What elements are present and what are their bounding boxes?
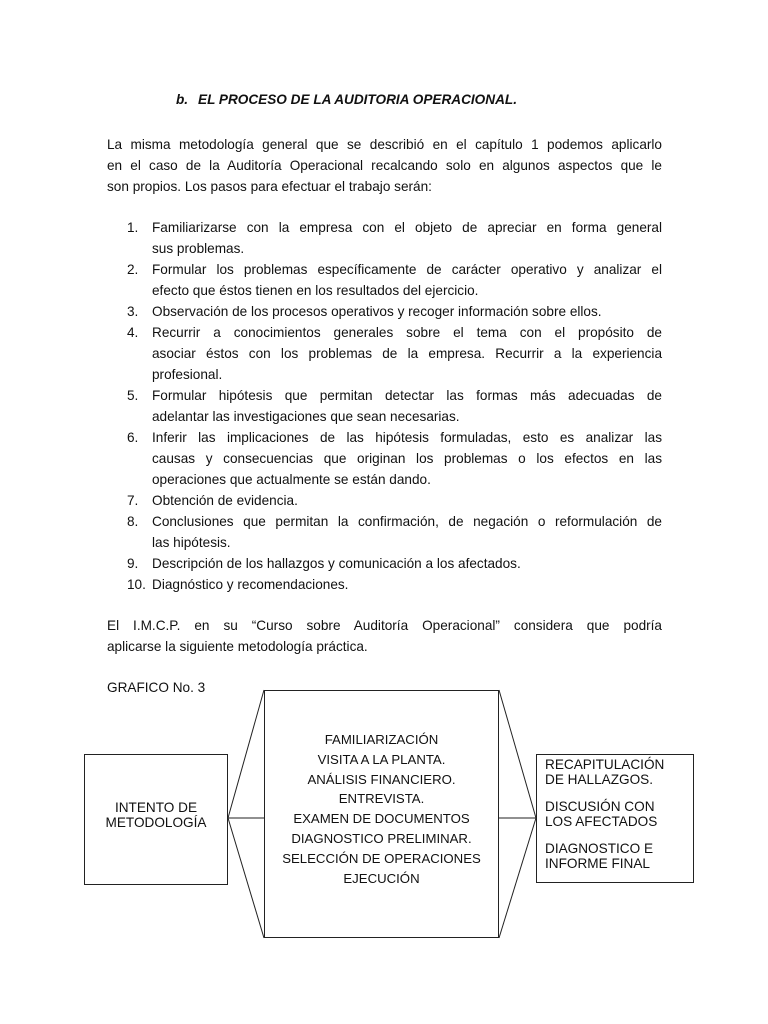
intro-line: La misma metodología general que se describió en el capítulo 1 podemos aplicarlo bbox=[107, 137, 662, 152]
left-box-text bbox=[84, 800, 228, 830]
connector-line bbox=[228, 818, 264, 938]
list-item bbox=[127, 490, 662, 511]
section-title: EL PROCESO DE LA AUDITORIA OPERACIONAL. bbox=[198, 92, 517, 107]
right-box-group bbox=[545, 842, 690, 871]
middle-box-line: ENTREVISTA. bbox=[338, 791, 425, 807]
step-number: 10. bbox=[127, 577, 146, 592]
step-line: Formular hipótesis que permitan detectar las formas más adecuadas de bbox=[152, 388, 662, 403]
step-number: 7. bbox=[127, 493, 139, 508]
step-line: Observación de los procesos operativos y recoger información sobre ellos. bbox=[152, 304, 602, 319]
step-line: asociar éstos con los problemas de la empresa. Recurrir a la experiencia bbox=[152, 346, 662, 361]
right-box-line: RECAPITULACIÓN bbox=[545, 757, 665, 772]
step-line: Familiarizarse con la empresa con el objeto de apreciar en forma general bbox=[152, 220, 662, 235]
steps-list bbox=[127, 217, 662, 595]
step-number: 6. bbox=[127, 430, 139, 445]
middle-box-line: SELECCIÓN DE OPERACIONES bbox=[282, 850, 481, 866]
list-item bbox=[127, 217, 662, 259]
step-number: 4. bbox=[127, 325, 139, 340]
step-number: 1. bbox=[127, 220, 139, 235]
right-box-group bbox=[545, 758, 690, 787]
step-line: las hipótesis. bbox=[152, 535, 231, 550]
step-line: Diagnóstico y recomendaciones. bbox=[152, 577, 349, 592]
closing-line: El I.M.C.P. en su “Curso sobre Auditoría Operacional” considera que podría bbox=[107, 618, 662, 633]
graphic-label: GRAFICO No. 3 bbox=[107, 680, 206, 695]
right-box-line: DISCUSIÓN CON bbox=[545, 799, 655, 814]
connector-line bbox=[499, 818, 536, 938]
closing-paragraph bbox=[107, 615, 662, 657]
middle-box-line: EXAMEN DE DOCUMENTOS bbox=[293, 811, 470, 827]
step-line: Formular los problemas específicamente de carácter operativo y analizar el bbox=[152, 262, 662, 277]
step-line: efecto que éstos tienen en los resultados del ejercicio. bbox=[152, 283, 479, 298]
middle-box-line: VISITA A LA PLANTA. bbox=[317, 751, 446, 767]
list-item bbox=[127, 553, 662, 574]
step-line: Inferir las implicaciones de las hipótesis formuladas, esto es analizar las bbox=[152, 430, 662, 445]
intro-line: son propios. Los pasos para efectuar el trabajo serán: bbox=[107, 179, 432, 194]
step-number: 2. bbox=[127, 262, 139, 277]
middle-box-line: FAMILIARIZACIÓN bbox=[324, 732, 439, 747]
connector-line bbox=[228, 690, 264, 818]
closing-line: aplicarse la siguiente metodología práctica. bbox=[107, 639, 368, 654]
right-box-line: INFORME FINAL bbox=[545, 855, 650, 871]
right-box-group bbox=[545, 800, 690, 829]
list-item bbox=[127, 301, 662, 322]
step-number: 3. bbox=[127, 304, 139, 319]
right-box-line: DE HALLAZGOS. bbox=[545, 771, 654, 787]
middle-box-line: ANÁLISIS FINANCIERO. bbox=[307, 771, 456, 787]
step-line: causas y consecuencias que originan los problemas o los efectos en las bbox=[152, 451, 662, 466]
list-item bbox=[127, 511, 662, 553]
step-line: Recurrir a conocimientos generales sobre el tema con el propósito de bbox=[152, 325, 662, 340]
list-item bbox=[127, 385, 662, 427]
step-number: 8. bbox=[127, 514, 139, 529]
step-number: 5. bbox=[127, 388, 139, 403]
connector-line bbox=[499, 690, 536, 818]
list-item bbox=[127, 322, 662, 385]
section-letter: b. bbox=[176, 92, 189, 107]
intro-line: en el caso de la Auditoría Operacional recalcando solo en algunos aspectos que le bbox=[107, 158, 662, 173]
step-line: Descripción de los hallazgos y comunicación a los afectados. bbox=[152, 556, 521, 571]
section-heading bbox=[176, 92, 517, 107]
left-box-line: METODOLOGÍA bbox=[105, 815, 207, 830]
middle-box-line: EJECUCIÓN bbox=[343, 870, 420, 886]
intro-paragraph bbox=[107, 134, 662, 197]
step-line: sus problemas. bbox=[152, 241, 245, 256]
step-line: adelantar las investigaciones que sean necesarias. bbox=[152, 409, 460, 424]
right-box-text bbox=[545, 758, 690, 884]
list-item bbox=[127, 427, 662, 490]
step-line: operaciones que actualmente se están dando. bbox=[152, 472, 431, 487]
right-box-line: LOS AFECTADOS bbox=[545, 813, 658, 829]
list-item bbox=[127, 574, 662, 595]
middle-box-text bbox=[264, 730, 499, 888]
list-item bbox=[127, 259, 662, 301]
step-line: profesional. bbox=[152, 367, 223, 382]
step-line: Obtención de evidencia. bbox=[152, 493, 298, 508]
step-number: 9. bbox=[127, 556, 139, 571]
middle-box-line: DIAGNOSTICO PRELIMINAR. bbox=[291, 830, 472, 846]
right-box-line: DIAGNOSTICO E bbox=[545, 841, 654, 856]
left-box-line: INTENTO DE bbox=[114, 800, 198, 815]
step-line: Conclusiones que permitan la confirmación, de negación o reformulación de bbox=[152, 514, 662, 529]
